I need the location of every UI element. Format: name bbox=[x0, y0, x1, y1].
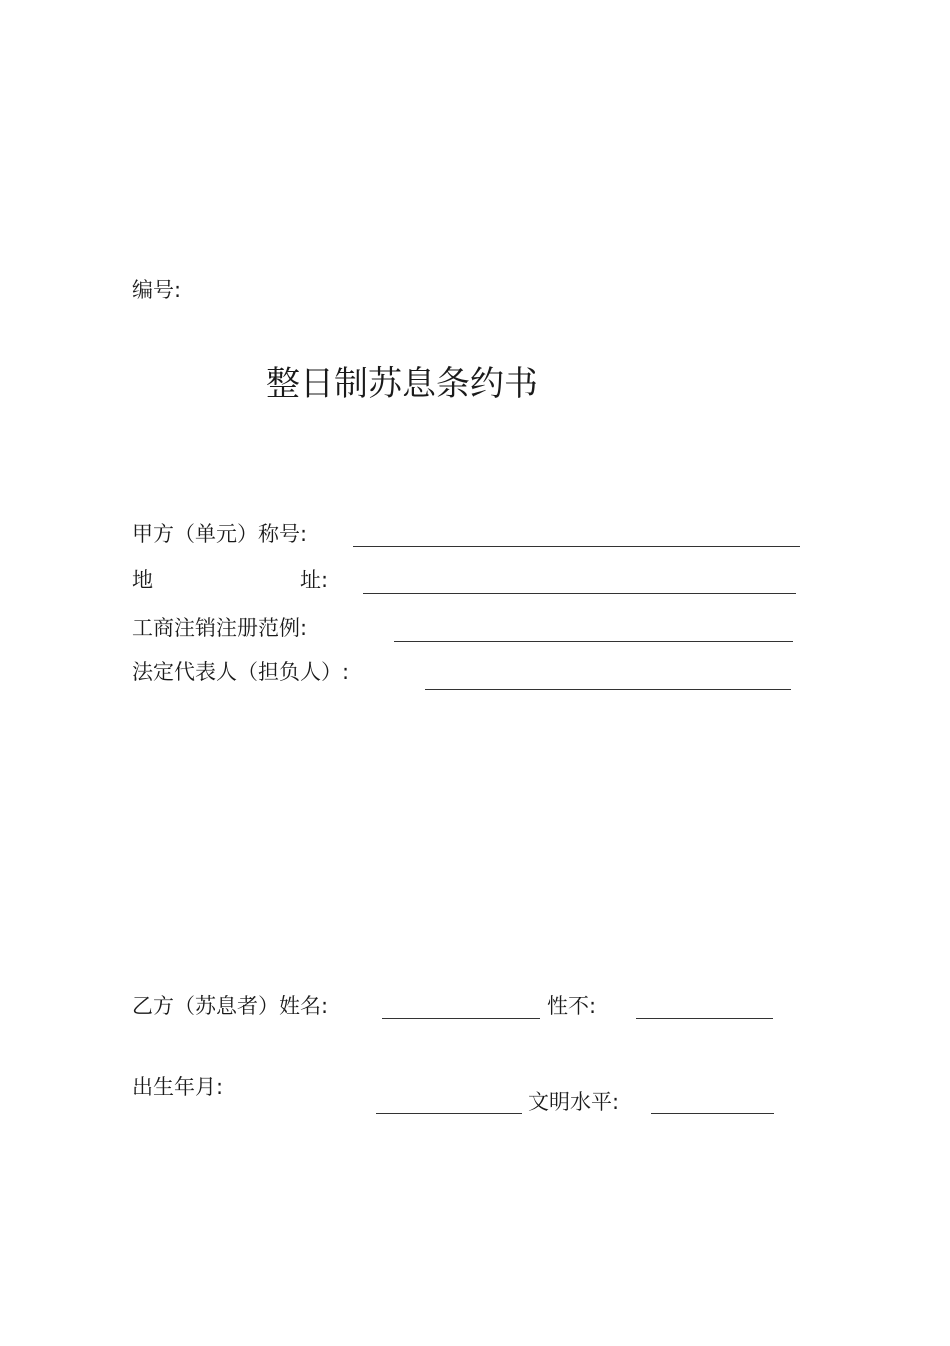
party-a-legal-rep-label: 法定代表人（担负人）: bbox=[132, 660, 350, 684]
party-b-education-label: 文明水平: bbox=[528, 1090, 620, 1114]
party-a-address-label-suffix: 址: bbox=[300, 568, 329, 592]
party-a-address-label: 地 bbox=[132, 568, 153, 592]
party-b-gender-label: 性不: bbox=[547, 994, 597, 1018]
party-b-gender-field[interactable] bbox=[636, 1018, 773, 1019]
party-a-registration-label: 工商注销注册范例: bbox=[132, 616, 308, 640]
party-b-education-field[interactable] bbox=[651, 1113, 774, 1114]
party-a-name-label: 甲方（单元）称号: bbox=[132, 522, 308, 546]
party-b-birth-label: 出生年月: bbox=[132, 1075, 224, 1099]
party-b-name-label: 乙方（苏息者）姓名: bbox=[132, 994, 329, 1018]
document-title: 整日制苏息条约书 bbox=[266, 364, 538, 404]
party-b-name-field[interactable] bbox=[382, 1018, 540, 1019]
party-a-registration-field[interactable] bbox=[394, 641, 793, 642]
party-a-legal-rep-field[interactable] bbox=[425, 689, 791, 690]
party-b-birth-field[interactable] bbox=[376, 1113, 522, 1114]
party-a-address-field[interactable] bbox=[363, 593, 796, 594]
party-a-name-field[interactable] bbox=[353, 546, 800, 547]
number-label: 编号: bbox=[132, 278, 182, 302]
